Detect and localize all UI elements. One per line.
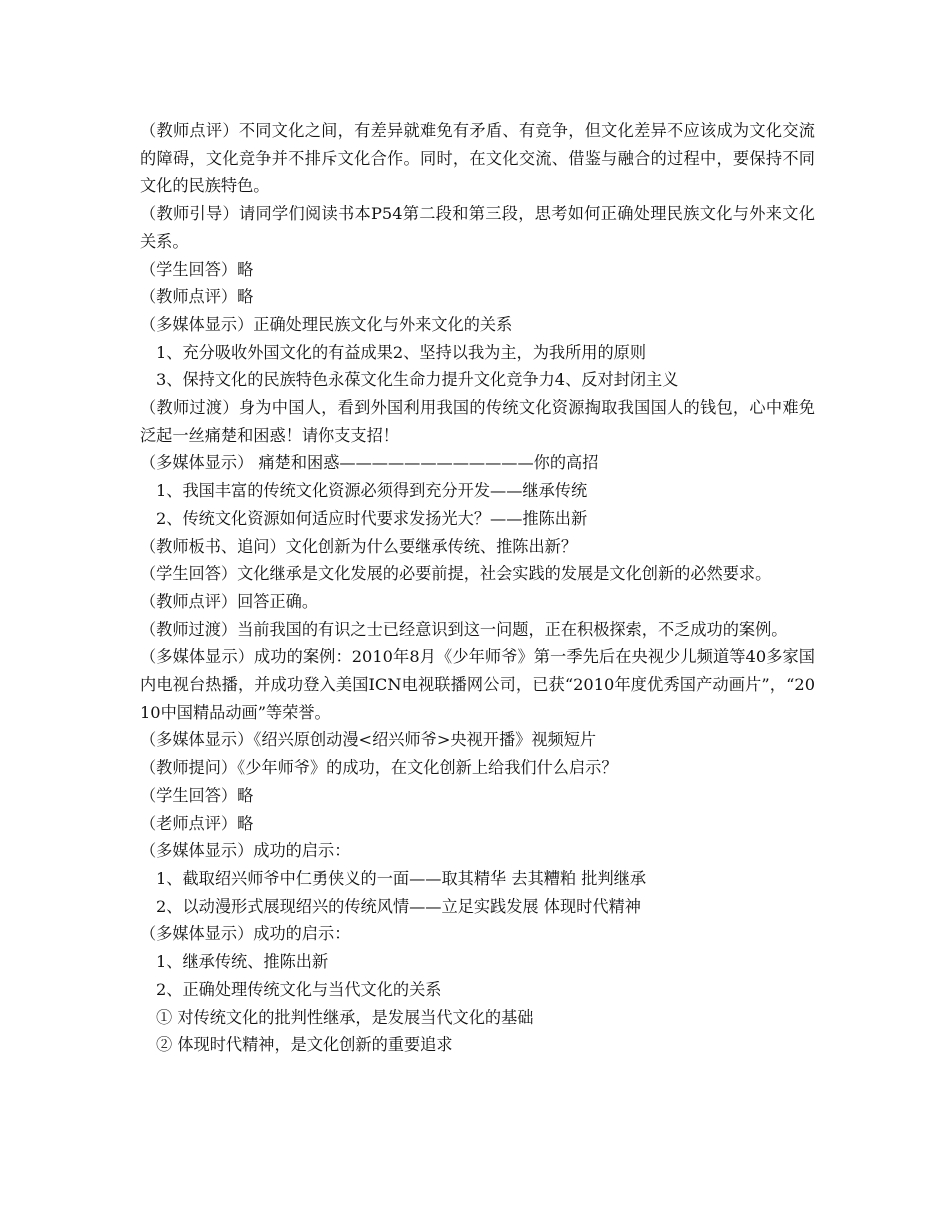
paragraph-multimedia-3: （多媒体显示）成功的案例：2010年8月《少年师爷》第一季先后在央视少儿频道等40多家国内电视台热播，并成功登入美国ICN电视联播网公司，已获“2010年度优秀国产动画片”，“2010中国精品动画”等荣誉。 <box>140 647 815 722</box>
paragraph-teacher-comment-1: （教师点评）不同文化之间，有差异就难免有矛盾、有竞争，但文化差异不应该成为文化交流的障碍，文化竞争并不排斥文化合作。同时，在文化交流、借鉴与融合的过程中，要保持不同文化的民族特色。 <box>140 121 815 196</box>
list-item: 2、以动漫形式展现绍兴的传统风情——立足实践发展 体现时代精神 <box>156 896 641 916</box>
paragraph-multimedia-5: （多媒体显示）成功的启示： <box>140 841 351 861</box>
list-item: 3、保持文化的民族特色永葆文化生命力提升文化竞争力4、反对封闭主义 <box>156 370 679 390</box>
list-item: 1、我国丰富的传统文化资源必须得到充分开发——继承传统 <box>156 481 588 501</box>
paragraph-multimedia-2: （多媒体显示） 痛楚和困惑————————————你的高招 <box>140 453 599 473</box>
paragraph-multimedia-4: （多媒体显示）《绍兴原创动漫<绍兴师爷>央视开播》视频短片 <box>140 730 597 750</box>
paragraph-teacher-question-2: （教师提问）《少年师爷》的成功，在文化创新上给我们什么启示？ <box>140 758 618 778</box>
list-item: 1、充分吸收外国文化的有益成果2、坚持以我为主，为我所用的原则 <box>156 342 647 362</box>
list-item: ① 对传统文化的批判性继承，是发展当代文化的基础 <box>156 1007 534 1027</box>
paragraph-student-answer-3: （学生回答）略 <box>140 785 254 805</box>
paragraph-student-answer-2: （学生回答）文化继承是文化发展的必要前提，社会实践的发展是文化创新的必然要求。 <box>140 564 772 584</box>
paragraph-multimedia-1: （多媒体显示）正确处理民族文化与外来文化的关系 <box>140 314 513 334</box>
paragraph-teacher-transition-2: （教师过渡）当前我国的有识之士已经意识到这一问题，正在积极探索，不乏成功的案例。 <box>140 619 788 639</box>
list-item: 1、继承传统、推陈出新 <box>156 952 329 972</box>
list-item: 2、传统文化资源如何适应时代要求发扬光大？——推陈出新 <box>156 508 588 528</box>
paragraph-student-answer-1: （学生回答）略 <box>140 259 254 279</box>
paragraph-multimedia-6: （多媒体显示）成功的启示： <box>140 924 351 944</box>
paragraph-teacher-comment-4: （老师点评）略 <box>140 813 254 833</box>
paragraph-teacher-guide: （教师引导）请同学们阅读书本P54第二段和第三段，思考如何正确处理民族文化与外来文化关系。 <box>140 204 815 251</box>
paragraph-teacher-transition-1: （教师过渡）身为中国人，看到外国利用我国的传统文化资源掏取我国国人的钱包，心中难免泛起一丝痛楚和困惑！请你支支招！ <box>140 398 815 445</box>
list-item: 1、截取绍兴师爷中仁勇侠义的一面——取其精华 去其糟粕 批判继承 <box>156 868 647 888</box>
list-item: 2、正确处理传统文化与当代文化的关系 <box>156 979 442 999</box>
paragraph-teacher-comment-2: （教师点评）略 <box>140 287 254 307</box>
list-item: ② 体现时代精神，是文化创新的重要追求 <box>156 1035 453 1055</box>
paragraph-teacher-comment-3: （教师点评）回答正确。 <box>140 591 319 611</box>
document-page <box>140 117 815 1059</box>
paragraph-teacher-question-1: （教师板书、追问）文化创新为什么要继承传统、推陈出新？ <box>140 536 578 556</box>
